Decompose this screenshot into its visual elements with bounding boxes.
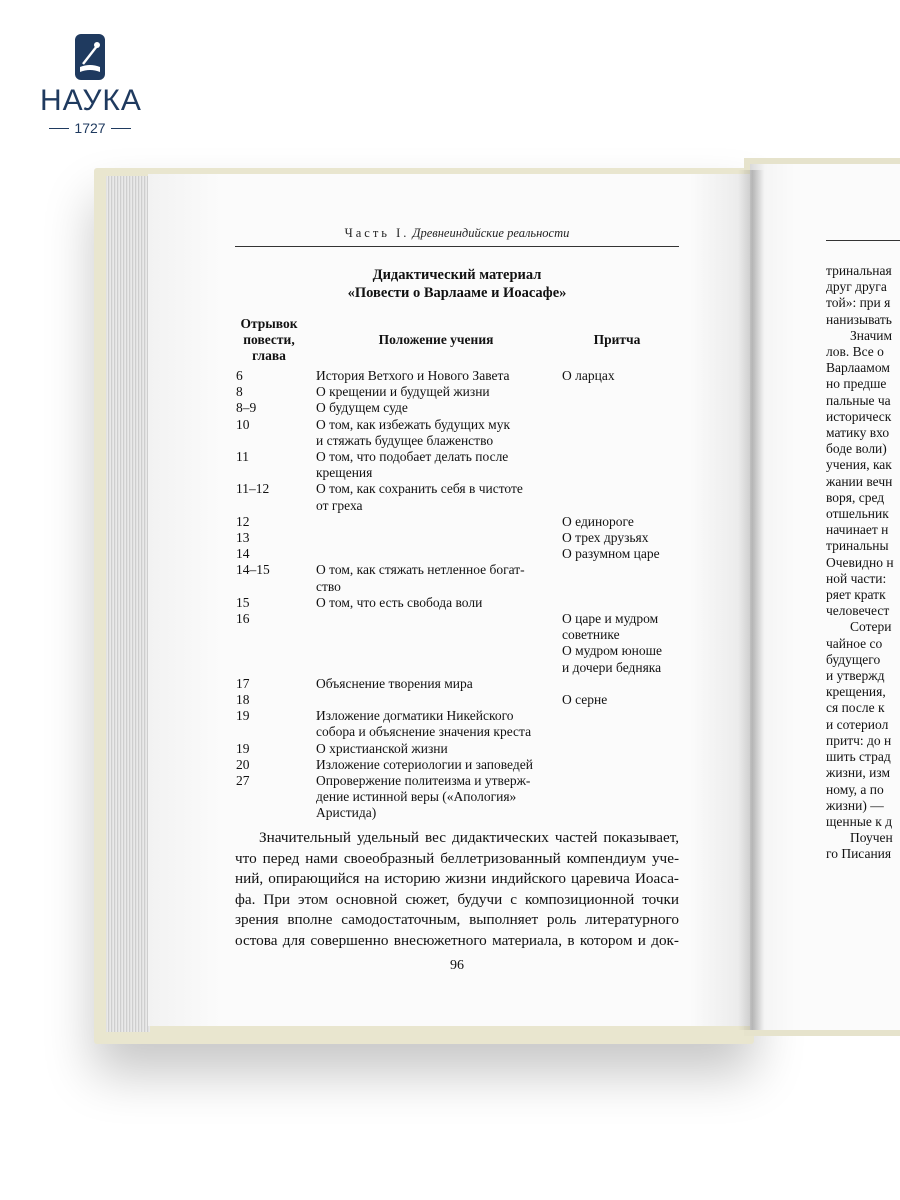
row-teaching: О крещении и будущей жизни: [316, 384, 490, 400]
row-chapter: 17: [236, 675, 250, 691]
table-title-line1: Дидактический материал: [372, 267, 542, 283]
row-teaching: Изложение сотериологии и заповедей: [316, 756, 533, 772]
row-parable: [562, 757, 676, 773]
right-page-line: го Писания: [826, 846, 892, 862]
right-page-line: тринальная: [826, 263, 892, 278]
page-edges: [106, 176, 150, 1032]
table-title-line2: «Повести о Варлааме и Иоасафе»: [347, 285, 567, 301]
right-page-text: [826, 263, 900, 863]
right-page-line: начинает н: [826, 522, 889, 538]
row-parable: [562, 481, 676, 513]
row-teaching: Изложение догматики Никейского собора и объяснение значения креста: [316, 708, 532, 740]
row-chapter: 15: [236, 594, 250, 610]
row-teaching: О будущем суде: [316, 400, 408, 416]
table-row: [236, 417, 676, 449]
row-parable: [562, 384, 676, 400]
right-page-line: боде воли): [826, 441, 887, 457]
right-page-line: Значим: [850, 327, 892, 343]
row-teaching: История Ветхого и Нового Завета: [316, 368, 510, 383]
right-page-line: крещения,: [826, 684, 886, 700]
right-page-line: нанизывать: [826, 311, 892, 327]
row-parable: О трех друзьях: [562, 530, 649, 546]
row-chapter: 8: [236, 384, 243, 400]
table-row: [236, 546, 676, 562]
table-row: [236, 368, 676, 384]
right-page-line: но предше: [826, 376, 887, 392]
row-chapter: 10: [236, 416, 250, 432]
right-page-line: Поучен: [850, 830, 893, 846]
row-parable: [562, 417, 676, 449]
row-teaching: [316, 530, 562, 546]
right-page-line: ряет кратк: [826, 587, 886, 603]
column-header-teaching: Положение учения: [378, 332, 494, 347]
right-page-line: учения, как: [826, 457, 892, 473]
row-teaching: О том, что подобает делать после крещения: [316, 449, 509, 481]
running-head-rule: [235, 246, 679, 247]
row-teaching: [316, 514, 562, 530]
row-chapter: 11–12: [236, 481, 270, 497]
row-chapter: 16: [236, 611, 250, 627]
table-row: [236, 708, 676, 740]
right-page-line: щенные к д: [826, 813, 893, 829]
right-page-line: человечест: [826, 603, 890, 619]
table-row: [236, 676, 676, 692]
row-parable: О царе и мудром советнике О мудром юноше и дочери бедняка: [562, 611, 663, 675]
row-teaching: [316, 546, 562, 562]
row-parable: [562, 562, 676, 594]
row-chapter: 20: [236, 756, 250, 772]
right-page-line: матику вхо: [826, 425, 890, 441]
row-chapter: 11: [236, 449, 249, 465]
book-gutter: [738, 170, 764, 1030]
right-page-line: друг друга: [826, 279, 887, 295]
right-page-line: и утвержд: [826, 668, 885, 684]
publisher-year-text: 1727: [74, 120, 106, 136]
table-row: [236, 449, 676, 481]
page-number: 96: [450, 958, 464, 973]
right-page-line: жизни, изм: [826, 765, 890, 781]
right-page-line: той»: при я: [826, 295, 891, 311]
body-line: фа. При этом основной сюжет, будучи с композиционной точки: [235, 890, 679, 908]
row-teaching: О том, как стяжать нетленное богат- ство: [316, 562, 525, 594]
right-page-line: отшельник: [826, 506, 889, 522]
table-title: [235, 266, 679, 302]
table-row: [236, 400, 676, 416]
table-row: [236, 384, 676, 400]
right-page-line: ному, а по: [826, 781, 884, 797]
right-page-line: Варлаамом: [826, 360, 890, 376]
row-teaching: О том, как сохранить себя в чистоте от греха: [316, 481, 523, 513]
table-row: [236, 757, 676, 773]
row-chapter: 19: [236, 740, 250, 756]
column-header-parable: Притча: [593, 332, 641, 347]
table-row: [236, 741, 676, 757]
body-line: зрения вполне самодостаточным, выполняет роль литературного: [235, 911, 679, 929]
row-chapter: 12: [236, 513, 250, 529]
right-page-line: Очевидно н: [826, 554, 894, 570]
row-parable: [562, 741, 676, 757]
row-parable: О серне: [562, 692, 608, 708]
column-header-excerpt: Отрывок повести, глава: [240, 316, 298, 363]
right-page-line: жизни) —: [826, 797, 884, 813]
right-page-line: шить страд: [826, 749, 891, 765]
row-teaching: Опровержение политеизма и утверж- дение истинной веры («Апология» Аристида): [316, 773, 531, 821]
right-page-line: ся после к: [826, 700, 885, 716]
right-page-line: Сотери: [850, 619, 892, 635]
table-row: [236, 481, 676, 513]
right-page-line: и сотериол: [826, 716, 889, 732]
row-parable: О разумном царе: [562, 546, 660, 562]
table-row: [236, 595, 676, 611]
row-parable: [562, 400, 676, 416]
publisher-logo: [40, 34, 140, 136]
right-page-line: чайное со: [826, 635, 883, 651]
row-parable: [562, 708, 676, 740]
right-page-line: пальные ча: [826, 392, 891, 408]
row-parable: [562, 449, 676, 481]
row-chapter: 27: [236, 773, 250, 789]
table-row: [236, 530, 676, 546]
row-parable: О ларцах: [562, 368, 615, 383]
right-page-head-rule: [826, 240, 900, 241]
right-page-line: ной части:: [826, 570, 887, 586]
publisher-name: НАУКА: [40, 84, 142, 117]
table-row: [236, 692, 676, 708]
right-page-line: будущего: [826, 651, 881, 667]
table-row: [236, 773, 676, 822]
row-parable: [562, 773, 676, 822]
row-teaching: [316, 692, 562, 708]
row-chapter: 19: [236, 708, 250, 724]
right-page-line: притч: до н: [826, 732, 892, 748]
row-chapter: 14–15: [236, 562, 270, 578]
row-chapter: 8–9: [236, 400, 257, 416]
running-head-part: Часть I.: [344, 226, 410, 240]
table-row: [236, 562, 676, 594]
right-page-line: воря, сред: [826, 489, 885, 505]
row-chapter: 18: [236, 692, 250, 708]
row-chapter: 6: [236, 368, 243, 383]
row-chapter: 13: [236, 530, 250, 546]
row-teaching: О том, что есть свобода воли: [316, 594, 483, 610]
table-body: [236, 368, 676, 822]
running-head-subtitle: Древнеиндийские реальности: [412, 226, 570, 240]
publisher-year: [40, 120, 140, 136]
row-teaching: О том, как избежать будущих мук и стяжать будущее блаженство: [316, 416, 511, 448]
row-parable: О единороге: [562, 513, 634, 529]
row-teaching: О христианской жизни: [316, 740, 448, 756]
row-teaching: Объяснение творения мира: [316, 675, 473, 691]
row-teaching: [316, 611, 562, 676]
body-line: Значительный удельный вес дидактических частей показывает,: [259, 829, 679, 846]
right-page-line: лов. Все о: [826, 344, 884, 360]
row-parable: [562, 595, 676, 611]
body-line: что перед нами своеобразный беллетризованный компендиум уче-: [235, 849, 679, 867]
right-page-line: жании вечн: [826, 473, 893, 489]
book-emblem-icon: [75, 34, 105, 80]
table-row: [236, 611, 676, 676]
row-chapter: 14: [236, 546, 250, 562]
right-page-line: тринальны: [826, 538, 889, 554]
body-line: остова для совершенно внесюжетного материала, в котором и док-: [235, 931, 679, 949]
body-line: ний, опирающийся на историю жизни индийского царевича Иоаса-: [235, 870, 679, 888]
running-head: [235, 226, 679, 241]
table-row: [236, 514, 676, 530]
body-paragraph: [235, 828, 679, 952]
row-parable: [562, 676, 676, 692]
right-page-line: историческ: [826, 408, 892, 424]
